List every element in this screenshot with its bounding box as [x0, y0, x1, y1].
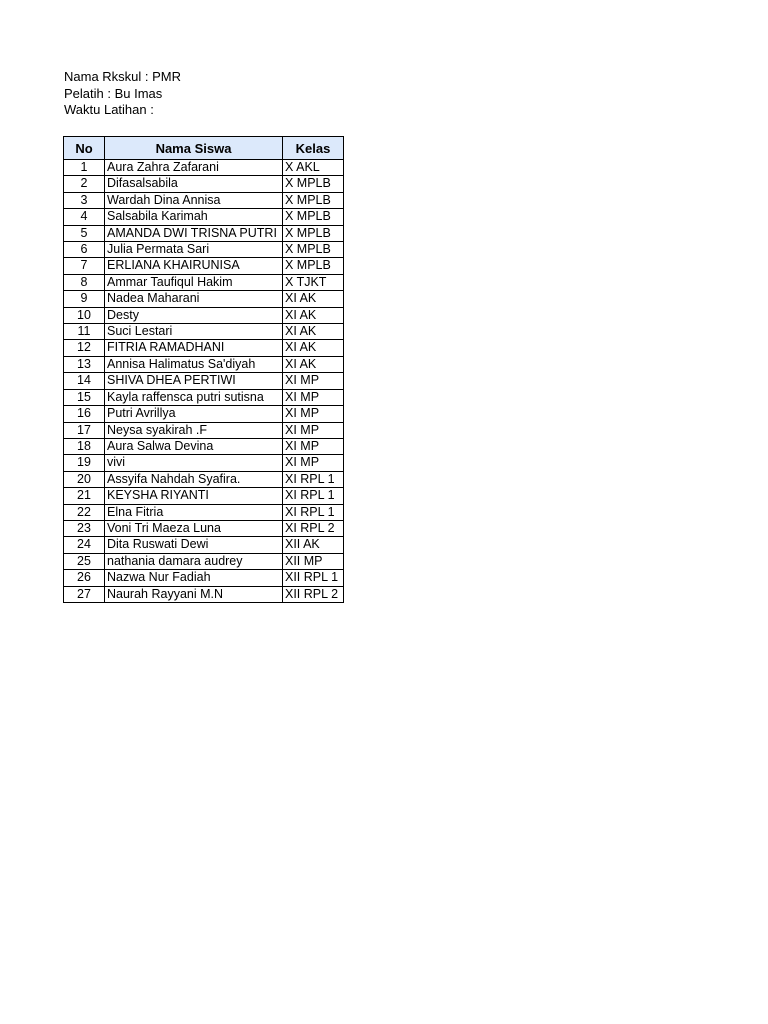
table-row [64, 192, 344, 208]
class-cell: XI MP [283, 389, 344, 405]
table-row [64, 356, 344, 372]
student-name-cell: FITRIA RAMADHANI [105, 340, 283, 356]
row-number-cell: 19 [64, 455, 105, 471]
student-name-cell: Nadea Maharani [105, 291, 283, 307]
row-number-cell: 14 [64, 373, 105, 389]
student-name-cell: Neysa syakirah .F [105, 422, 283, 438]
row-number-cell: 27 [64, 586, 105, 602]
table-row [64, 520, 344, 536]
student-name-cell: AMANDA DWI TRISNA PUTRI [105, 225, 283, 241]
table-row [64, 242, 344, 258]
class-cell: XI MP [283, 455, 344, 471]
student-name-cell: SHIVA DHEA PERTIWI [105, 373, 283, 389]
row-number-cell: 13 [64, 356, 105, 372]
class-cell: XI MP [283, 406, 344, 422]
class-cell: X TJKT [283, 274, 344, 290]
row-number-cell: 4 [64, 209, 105, 225]
student-name-cell: Dita Ruswati Dewi [105, 537, 283, 553]
row-number-cell: 23 [64, 520, 105, 536]
student-name-cell: Nazwa Nur Fadiah [105, 570, 283, 586]
class-cell: X MPLB [283, 176, 344, 192]
class-cell: X MPLB [283, 225, 344, 241]
student-name-cell: Voni Tri Maeza Luna [105, 520, 283, 536]
table-row [64, 225, 344, 241]
student-name-cell: Kayla raffensca putri sutisna [105, 389, 283, 405]
student-name-cell: Suci Lestari [105, 324, 283, 340]
class-cell: XI RPL 1 [283, 488, 344, 504]
student-name-cell: Assyifa Nahdah Syafira. [105, 471, 283, 487]
row-number-cell: 11 [64, 324, 105, 340]
table-row [64, 340, 344, 356]
class-cell: XI AK [283, 291, 344, 307]
student-name-cell: Desty [105, 307, 283, 323]
row-number-cell: 12 [64, 340, 105, 356]
class-cell: XI RPL 1 [283, 504, 344, 520]
row-number-cell: 26 [64, 570, 105, 586]
table-row [64, 553, 344, 569]
row-number-cell: 20 [64, 471, 105, 487]
row-number-cell: 10 [64, 307, 105, 323]
practice-time-line: Waktu Latihan : [64, 102, 154, 117]
row-number-cell: 18 [64, 438, 105, 454]
table-row [64, 504, 344, 520]
table-row [64, 176, 344, 192]
class-cell: X MPLB [283, 209, 344, 225]
class-cell: XII RPL 2 [283, 586, 344, 602]
student-name-cell: Naurah Rayyani M.N [105, 586, 283, 602]
student-name-cell: Difasalsabila [105, 176, 283, 192]
row-number-cell: 7 [64, 258, 105, 274]
row-number-cell: 2 [64, 176, 105, 192]
class-cell: XII AK [283, 537, 344, 553]
class-cell: XII RPL 1 [283, 570, 344, 586]
table-row [64, 422, 344, 438]
row-number-cell: 6 [64, 242, 105, 258]
table-row [64, 389, 344, 405]
student-name-cell: Aura Zahra Zafarani [105, 160, 283, 176]
student-roster-table [63, 136, 344, 603]
student-name-cell: Julia Permata Sari [105, 242, 283, 258]
student-name-cell: Wardah Dina Annisa [105, 192, 283, 208]
row-number-cell: 5 [64, 225, 105, 241]
class-cell: XI AK [283, 356, 344, 372]
student-name-cell: vivi [105, 455, 283, 471]
table-body [64, 160, 344, 603]
table-row [64, 570, 344, 586]
row-number-cell: 22 [64, 504, 105, 520]
class-cell: XI AK [283, 307, 344, 323]
student-name-cell: KEYSHA RIYANTI [105, 488, 283, 504]
class-cell: X MPLB [283, 242, 344, 258]
class-cell: XI MP [283, 422, 344, 438]
class-cell: X AKL [283, 160, 344, 176]
header-row [64, 137, 344, 160]
table-row [64, 291, 344, 307]
table-header [64, 137, 344, 160]
row-number-cell: 25 [64, 553, 105, 569]
row-number-cell: 21 [64, 488, 105, 504]
student-name-cell: nathania damara audrey [105, 553, 283, 569]
table-row [64, 537, 344, 553]
class-cell: XI MP [283, 438, 344, 454]
student-name-cell: Salsabila Karimah [105, 209, 283, 225]
table-row [64, 471, 344, 487]
table-row [64, 406, 344, 422]
column-header-class: Kelas [283, 137, 344, 160]
coach-line: Pelatih : Bu Imas [64, 85, 163, 101]
class-cell: XI AK [283, 340, 344, 356]
student-name-cell: Annisa Halimatus Sa'diyah [105, 356, 283, 372]
table-row [64, 160, 344, 176]
table-row [64, 209, 344, 225]
student-name-cell: Putri Avrillya [105, 406, 283, 422]
row-number-cell: 3 [64, 192, 105, 208]
student-name-cell: ERLIANA KHAIRUNISA [105, 258, 283, 274]
table-row [64, 258, 344, 274]
row-number-cell: 24 [64, 537, 105, 553]
class-cell: XI AK [283, 324, 344, 340]
table-row [64, 438, 344, 454]
class-cell: X MPLB [283, 258, 344, 274]
class-cell: XI MP [283, 373, 344, 389]
document-header [64, 69, 181, 119]
table-row [64, 455, 344, 471]
table-row [64, 488, 344, 504]
table-row [64, 324, 344, 340]
class-cell: X MPLB [283, 192, 344, 208]
table-row [64, 307, 344, 323]
row-number-cell: 17 [64, 422, 105, 438]
table-row [64, 373, 344, 389]
row-number-cell: 8 [64, 274, 105, 290]
rkskul-name-line: Nama Rkskul : PMR [64, 69, 182, 84]
table-row [64, 274, 344, 290]
class-cell: XI RPL 1 [283, 471, 344, 487]
class-cell: XI RPL 2 [283, 520, 344, 536]
row-number-cell: 16 [64, 406, 105, 422]
row-number-cell: 1 [64, 160, 105, 176]
row-number-cell: 9 [64, 291, 105, 307]
row-number-cell: 15 [64, 389, 105, 405]
student-name-cell: Ammar Taufiqul Hakim [105, 274, 283, 290]
column-header-no: No [64, 137, 105, 160]
column-header-name: Nama Siswa [105, 137, 283, 160]
class-cell: XII MP [283, 553, 344, 569]
student-name-cell: Elna Fitria [105, 504, 283, 520]
student-name-cell: Aura Salwa Devina [105, 438, 283, 454]
table-row [64, 586, 344, 602]
